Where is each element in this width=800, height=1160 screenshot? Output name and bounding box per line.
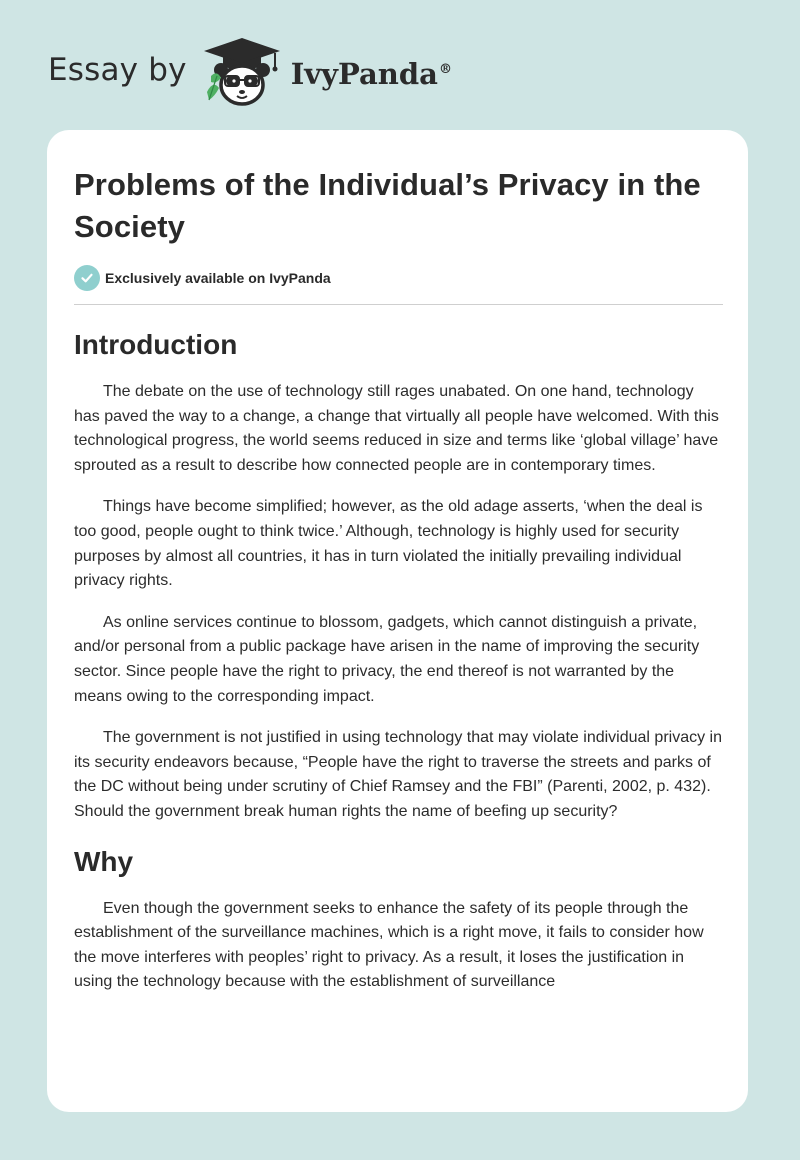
paragraph: The government is not justified in using technology that may violate individual privacy in its security endeavors because, “People have the right to traverse the streets and parks of the DC without being under scrutiny of Chief Ramsey and the FBI” (Parenti, 2002, p. 432). Should the government break human rights the name of beefing up security?	[74, 729, 722, 820]
section-heading: Introduction	[74, 329, 238, 360]
section-heading: Why	[74, 845, 134, 877]
panda-logo-icon	[201, 36, 283, 108]
section-why	[74, 845, 722, 995]
divider	[74, 304, 723, 305]
page-title: Problems of the Individual’s Privacy in the Society	[74, 167, 701, 244]
paragraph: Things have become simplified; however, as the old adage asserts, ‘when the deal is too good, people ought to think twice.’ Although, technology is highly used for security purposes by almost all countries, it has in turn violated the initially prevailing individual privacy rights.	[74, 498, 703, 590]
paragraph: As online services continue to blossom, gadgets, which cannot distinguish a private, and/or personal from a public package have arisen in the name of improving the security sector. Since people have the right to privacy, the end thereof is not warranted by the means owing to the corresponding impact.	[74, 613, 700, 705]
site-brand[interactable]	[48, 36, 452, 108]
section-introduction	[74, 328, 722, 825]
brand-prefix: Essay by	[48, 52, 187, 88]
check-icon	[74, 265, 100, 291]
registered-mark: ®	[438, 62, 452, 78]
paragraph: Even though the government seeks to enhance the safety of its people through the establishment of the surveillance machines, which is a right move, it fails to consider how the move interferes with peoples’ right to privacy. As a result, it loses the justification in using the technology because with the establishment of surveillance	[74, 899, 704, 991]
brand-name: IvyPanda®	[290, 57, 452, 91]
exclusive-badge	[74, 264, 722, 292]
paragraph: The debate on the use of technology still rages unabated. On one hand, technology has paved the way to a change, a change that virtually all people have welcomed. With this technological progress, the world seems reduced in size and terms like ‘global village’ have sprouted as a result to describe how connected people are in contemporary times.	[74, 383, 719, 474]
badge-label: Exclusively available on IvyPanda	[105, 270, 331, 286]
essay-card	[47, 130, 748, 1112]
